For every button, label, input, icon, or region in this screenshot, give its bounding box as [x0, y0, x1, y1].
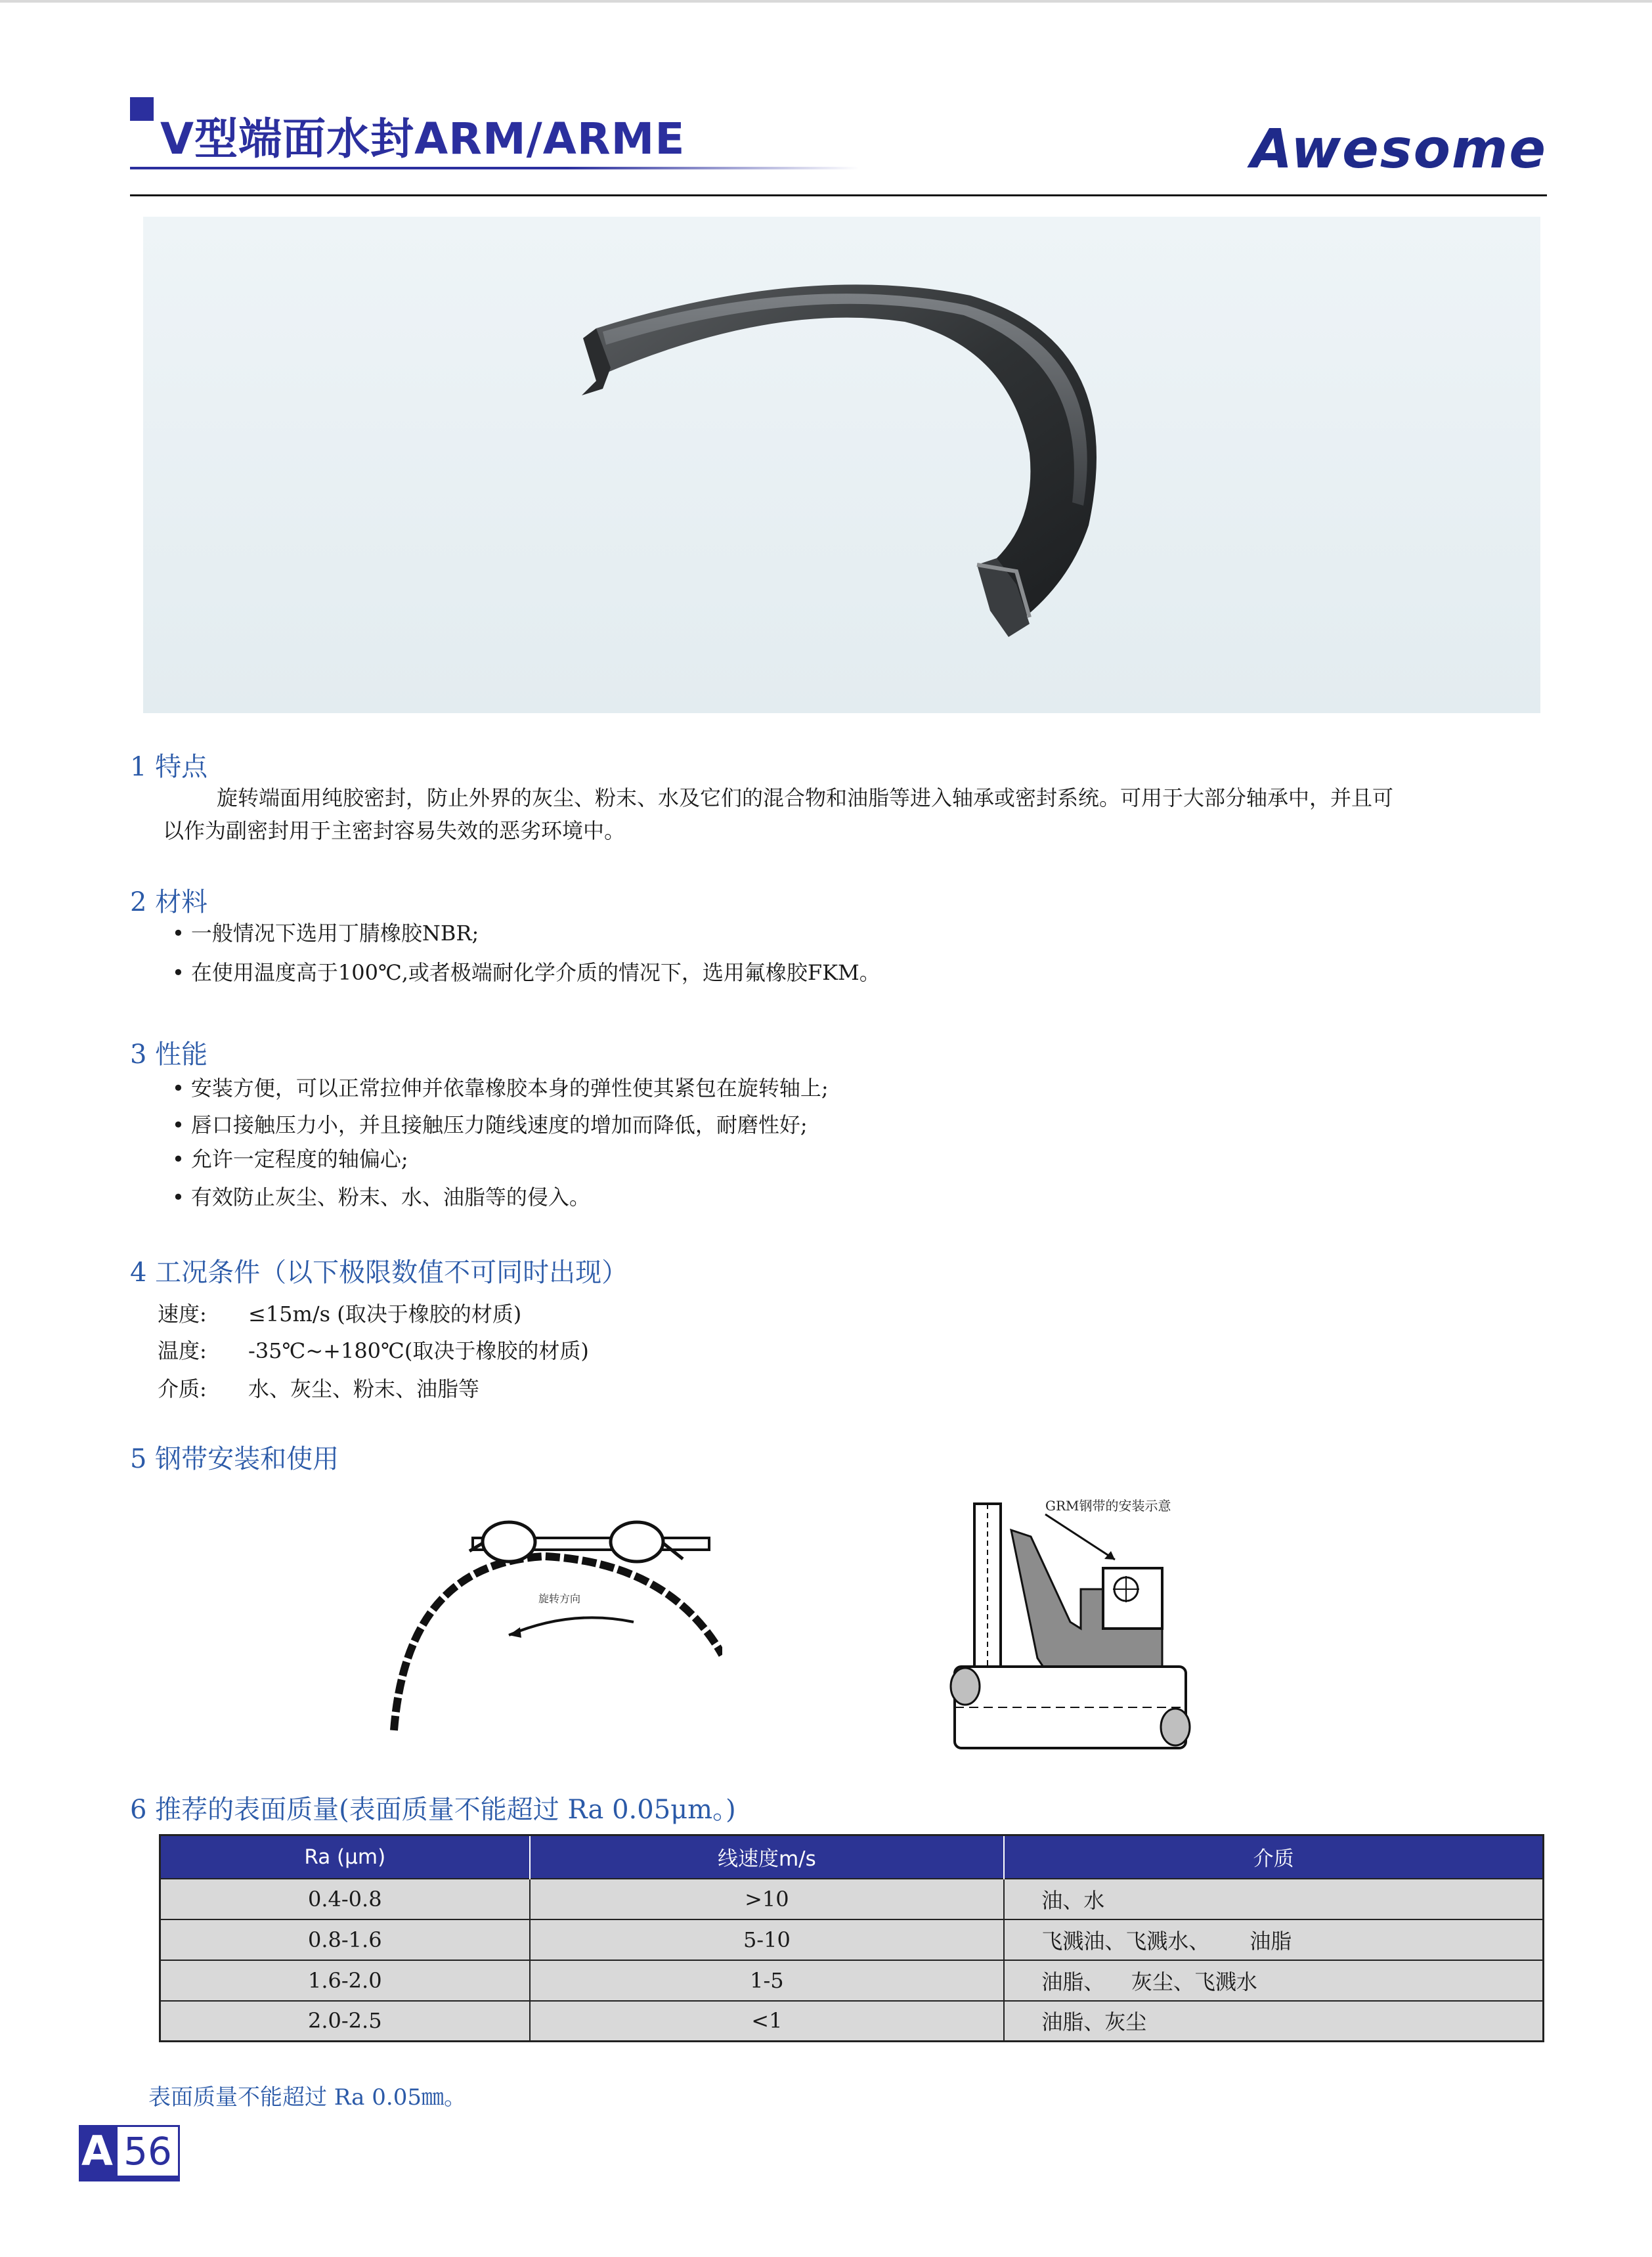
table-cell: 5-10	[530, 1919, 1005, 1960]
materials-item: • 在使用温度高于100℃,或者极端耐化学介质的情况下，选用氟橡胶FKM。	[172, 956, 880, 986]
table-cell: 油脂、灰尘	[1004, 2001, 1543, 2042]
section-heading-install: 5 钢带安装和使用	[130, 1444, 339, 1474]
page-number-badge	[79, 2125, 180, 2178]
condition-label: 速度:	[158, 1302, 207, 1326]
table-cell: <1	[530, 2001, 1005, 2042]
section-heading-materials: 2 材料	[130, 887, 208, 917]
table-row	[160, 1879, 1544, 1919]
title-underline	[130, 167, 859, 169]
table-header-row	[160, 1835, 1544, 1879]
surface-quality-note: 表面质量不能超过 Ra 0.05㎜。	[148, 2084, 466, 2111]
install-diagram-band	[381, 1504, 722, 1740]
section-heading-performance: 3 性能	[130, 1040, 208, 1070]
column-header-speed: 线速度m/s	[530, 1835, 1005, 1879]
title-marker-square	[130, 97, 154, 121]
rotation-direction-label: 旋转方向	[538, 1592, 581, 1605]
condition-value: -35℃~+180℃(取决于橡胶的材质)	[248, 1338, 589, 1363]
section-heading-surface: 6 推荐的表面质量(表面质量不能超过 Ra 0.05μm。)	[130, 1795, 736, 1825]
performance-item: • 唇口接触压力小，并且接触压力随线速度的增加而降低，耐磨性好;	[172, 1108, 808, 1139]
v-seal-ring-illustration	[143, 217, 1540, 713]
page-title: V型端面水封ARM/ARME	[160, 114, 685, 164]
brand-logo: Awesome	[1250, 118, 1547, 181]
badge-underline	[79, 2178, 180, 2181]
performance-item: • 安装方便，可以正常拉伸并依靠橡胶本身的弹性使其紧包在旋转轴上;	[172, 1072, 829, 1102]
performance-item: • 允许一定程度的轴偏心;	[172, 1143, 408, 1173]
surface-quality-table	[159, 1834, 1544, 2042]
page-top-edge	[0, 0, 1652, 3]
condition-label: 温度:	[158, 1338, 207, 1363]
features-text-line-2: 以作为副密封用于主密封容易失效的恶劣环境中。	[163, 818, 626, 843]
install-diagram-cross-section	[946, 1491, 1195, 1760]
condition-value: 水、灰尘、粉末、油脂等	[248, 1376, 480, 1401]
condition-row-medium	[158, 1372, 479, 1403]
table-cell: 油、水	[1004, 1879, 1543, 1919]
table-cell: 1-5	[530, 1960, 1005, 2001]
condition-row-speed	[158, 1298, 521, 1328]
table-cell: 0.4-0.8	[160, 1879, 530, 1919]
table-cell: 油脂、 灰尘、飞溅水	[1004, 1960, 1543, 2001]
condition-value: ≤15m/s (取决于橡胶的材质)	[248, 1302, 522, 1326]
table-cell: >10	[530, 1879, 1005, 1919]
page-number: 56	[116, 2125, 180, 2178]
band-install-label: GRM钢带的安装示意	[1045, 1498, 1171, 1514]
section-heading-features: 1 特点	[130, 752, 208, 782]
table-row	[160, 2001, 1544, 2042]
table-cell: 2.0-2.5	[160, 2001, 530, 2042]
performance-item: • 有效防止灰尘、粉末、水、油脂等的侵入。	[172, 1181, 590, 1211]
condition-label: 介质:	[158, 1376, 207, 1401]
table-cell: 0.8-1.6	[160, 1919, 530, 1960]
product-image	[143, 217, 1540, 713]
table-row	[160, 1919, 1544, 1960]
features-text-line-1: 旋转端面用纯胶密封，防止外界的灰尘、粉末、水及它们的混合物和油脂等进入轴承或密封系统。可用于大部分轴承中，并且可	[217, 785, 1394, 810]
column-header-ra: Ra (μm)	[160, 1835, 530, 1879]
table-cell: 1.6-2.0	[160, 1960, 530, 2001]
section-heading-conditions: 4 工况条件（以下极限数值不可同时出现）	[130, 1258, 628, 1288]
header-divider	[130, 194, 1547, 196]
badge-letter: A	[79, 2125, 116, 2178]
column-header-medium: 介质	[1004, 1835, 1543, 1879]
materials-item: • 一般情况下选用丁腈橡胶NBR;	[172, 917, 479, 947]
table-row	[160, 1960, 1544, 2001]
condition-row-temperature	[158, 1334, 589, 1365]
table-cell: 飞溅油、飞溅水、 油脂	[1004, 1919, 1543, 1960]
